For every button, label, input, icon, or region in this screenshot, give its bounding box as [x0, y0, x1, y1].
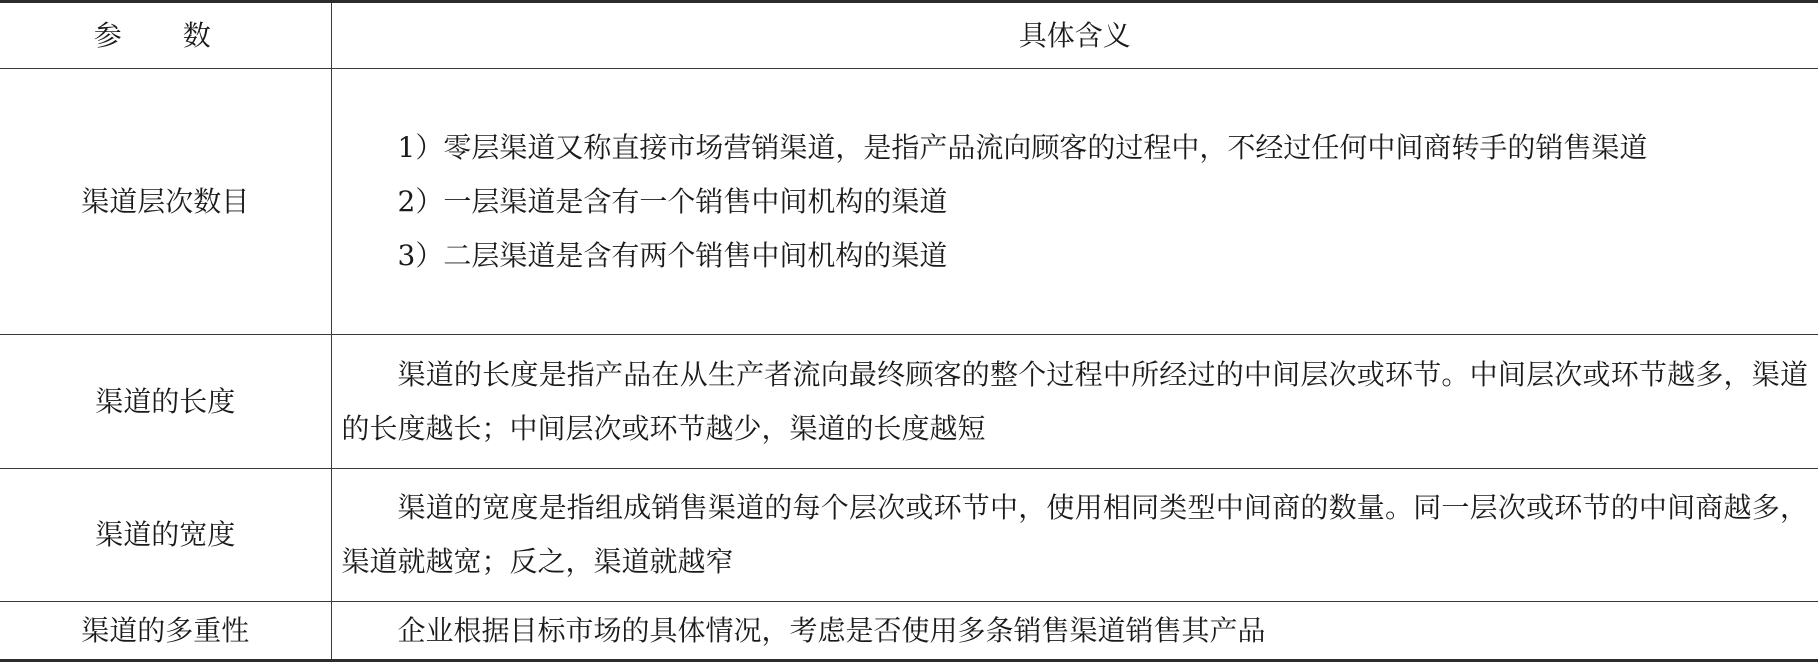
- meaning-text: 渠道的长度是指产品在从生产者流向最终顾客的整个过程中所经过的中间层次或环节。中间层次或环节越多，渠道的长度越长；中间层次或环节越少，渠道的长度越短: [341, 357, 1808, 445]
- list-item: 3）二层渠道是含有两个销售中间机构的渠道: [397, 238, 948, 272]
- param-cell: 渠道的长度: [0, 335, 331, 469]
- table-row: [0, 69, 1818, 335]
- table-row: [0, 335, 1818, 469]
- list-item: 2）一层渠道是含有一个销售中间机构的渠道: [397, 184, 948, 218]
- list-item: 1）零层渠道又称直接市场营销渠道，是指产品流向顾客的过程中，不经过任何中间商转手的销售渠道: [397, 130, 1648, 164]
- header-param: 参 数: [0, 2, 331, 69]
- meaning-cell: [331, 602, 1818, 661]
- param-cell: 渠道的宽度: [0, 469, 331, 602]
- meaning-text: 企业根据目标市场的具体情况，考虑是否使用多条销售渠道销售其产品: [397, 613, 1266, 647]
- param-cell: 渠道层次数目: [0, 69, 331, 335]
- table-row: [0, 469, 1818, 602]
- meaning-cell: [331, 469, 1818, 602]
- table-row: [0, 602, 1818, 661]
- table-header-row: [0, 2, 1818, 69]
- meaning-text: 渠道的宽度是指组成销售渠道的每个层次或环节中，使用相同类型中间商的数量。同一层次或环节的中间商越多，渠道就越宽；反之，渠道就越窄: [341, 491, 1808, 578]
- meaning-cell: [331, 335, 1818, 469]
- param-cell: 渠道的多重性: [0, 602, 331, 661]
- meaning-cell: [331, 69, 1818, 335]
- header-meaning: 具体含义: [1018, 18, 1131, 52]
